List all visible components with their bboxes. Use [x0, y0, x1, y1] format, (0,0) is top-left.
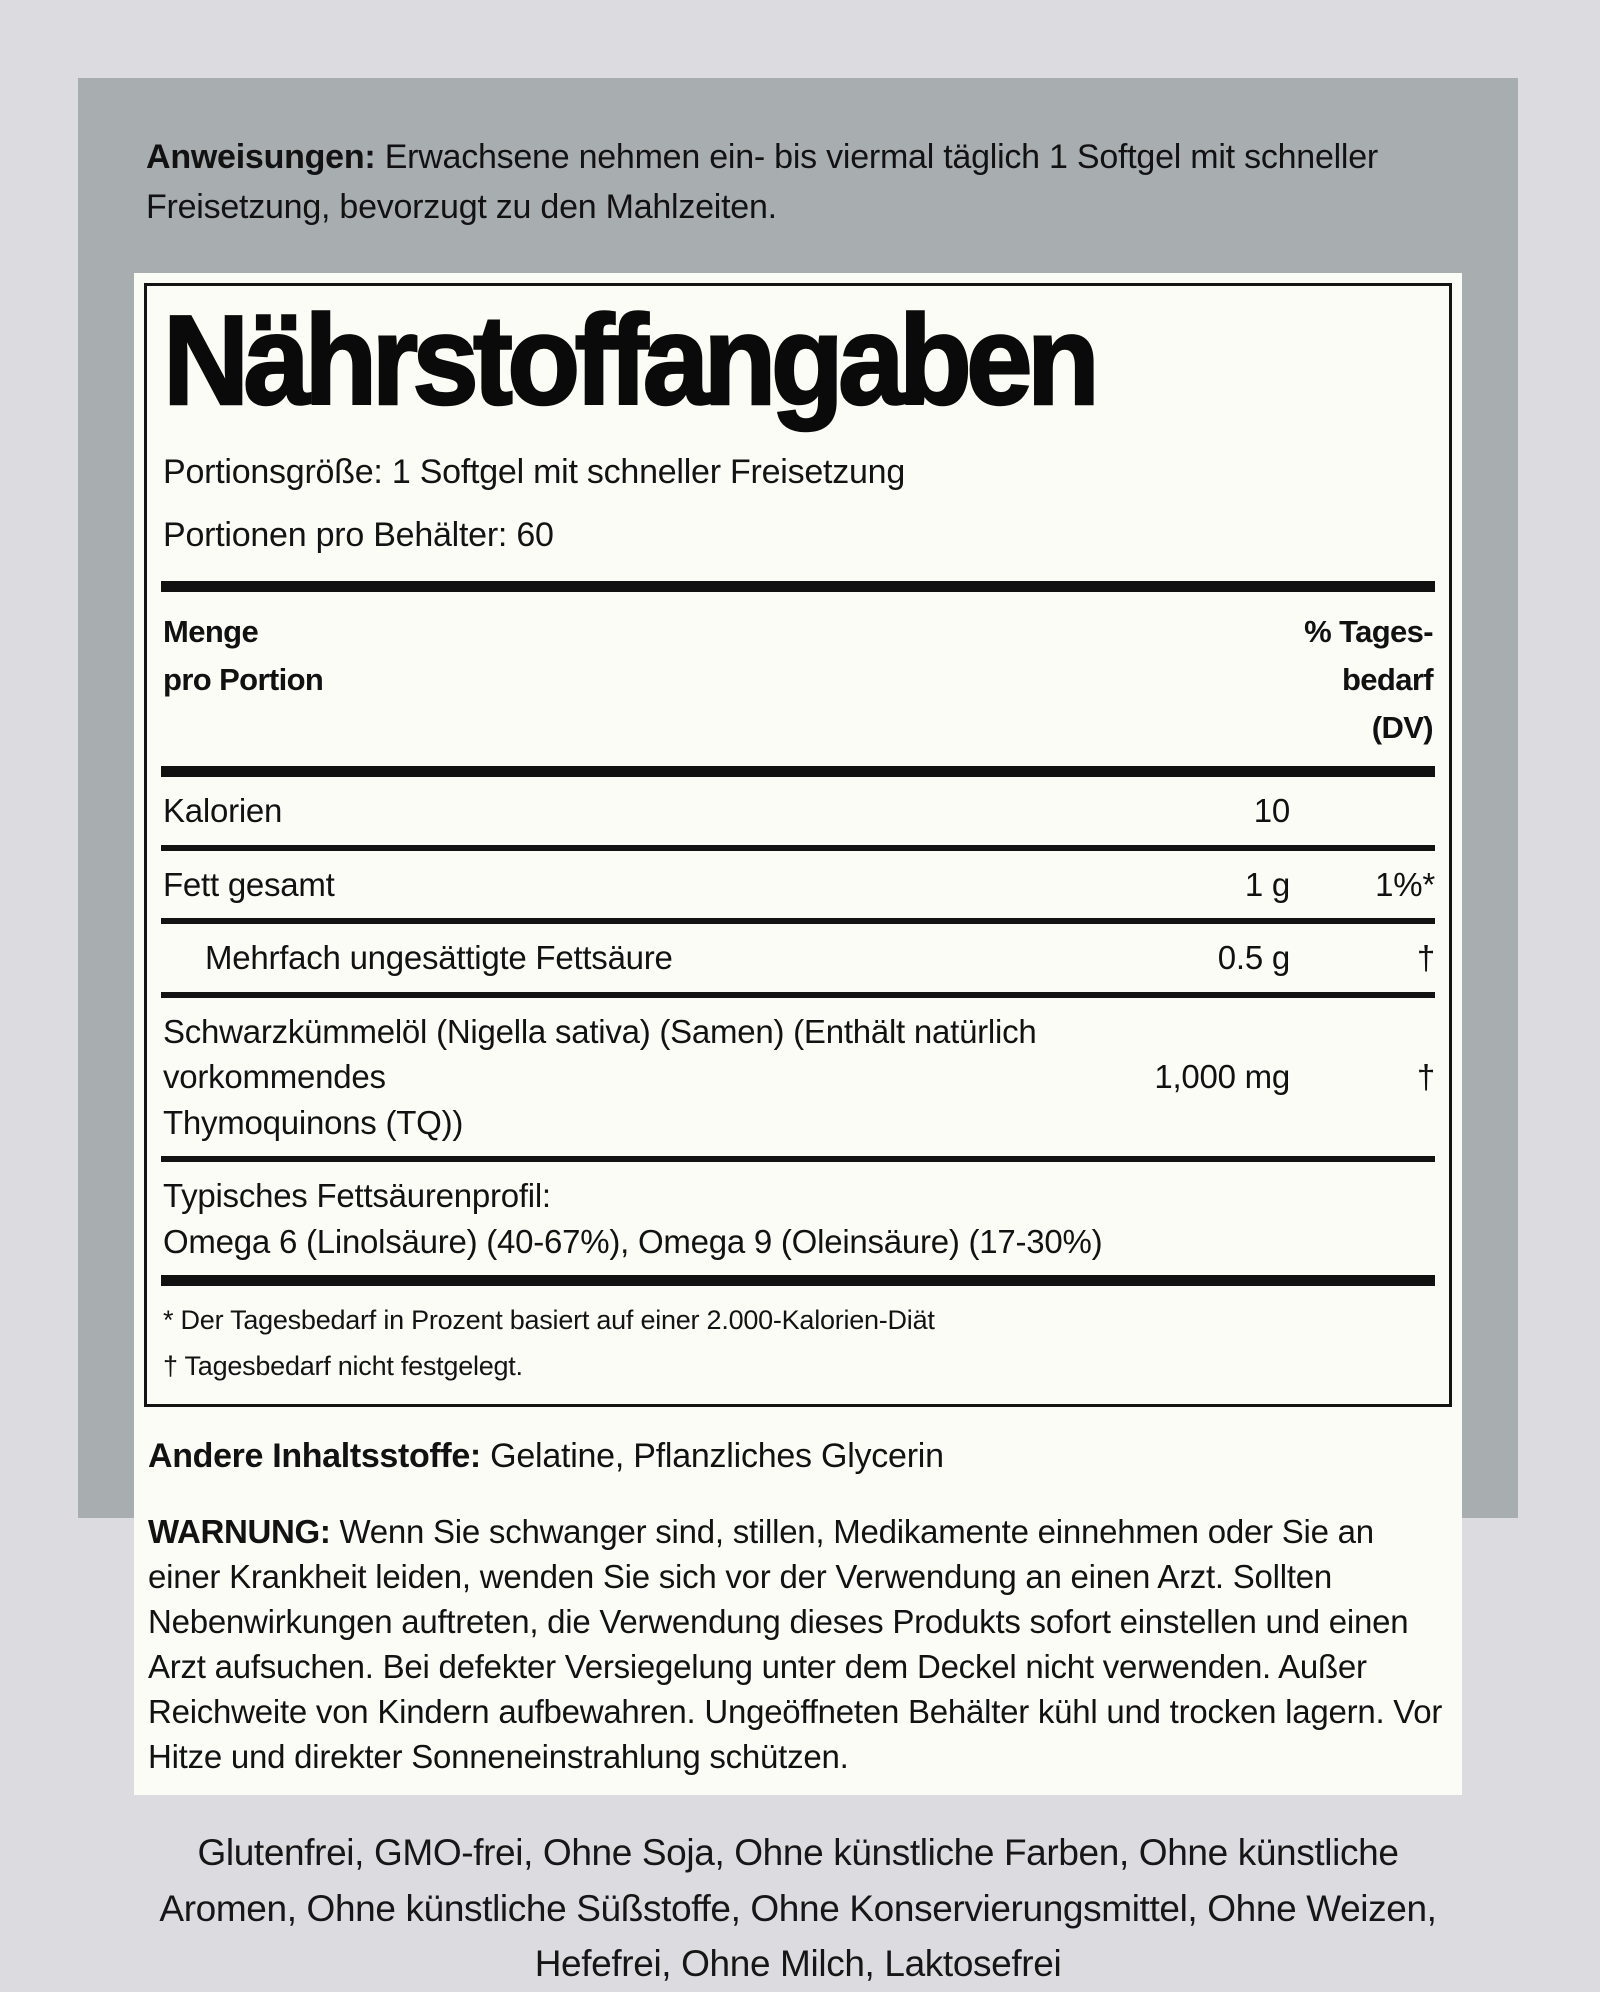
- nutrient-amount: 1 g: [1244, 865, 1290, 903]
- directions-paragraph: [134, 132, 1462, 233]
- nutrient-row: [161, 777, 1435, 845]
- text-line: Menge: [163, 613, 259, 649]
- footnotes: [161, 1286, 1435, 1404]
- text-line: (DV): [1371, 710, 1433, 746]
- footnote-top-bar: [161, 1275, 1435, 1286]
- nutrient-daily-value: †: [1416, 1058, 1435, 1096]
- label-panel: [78, 78, 1518, 1985]
- nutrient-amount: 0.5 g: [1217, 939, 1290, 977]
- label-sheet: [134, 273, 1462, 1796]
- text-line: pro Portion: [163, 662, 324, 698]
- warning-label: WARNUNG:: [148, 1513, 331, 1551]
- nutrient-name: Kalorien: [163, 792, 283, 830]
- table-header: [161, 592, 1435, 766]
- nutrition-facts-title: Nährstoffangaben: [163, 288, 1095, 431]
- servings-per-container-line: Portionen pro Behälter: 60: [163, 515, 554, 554]
- directions-text: Erwachsene nehmen ein- bis viermal täglich 1 Softgel mit schneller Freisetzung, bevorzugt zu den Mahlzeiten.: [146, 138, 1378, 227]
- amount-per-serving-header: [163, 608, 323, 704]
- allergen-free-claims: Glutenfrei, GMO-frei, Ohne Soja, Ohne künstliche Farben, Ohne künstliche Aromen, Ohne künstliche Süßstoffe, Ohne Konservierungsmittel, Ohne Weizen, Hefefrei, Ohne Milch, Laktosefrei: [159, 1832, 1437, 1985]
- other-ingredients-text: Gelatine, Pflanzliches Glycerin: [490, 1437, 944, 1476]
- nutrient-daily-value: 1%*: [1375, 865, 1435, 903]
- nutrient-name: Typisches Fettsäurenprofil: Omega 6 (Linolsäure) (40-67%), Omega 9 (Oleinsäure) (17-30%): [163, 1177, 1103, 1260]
- header-bottom-bar: [161, 766, 1435, 777]
- nutrient-row: [161, 992, 1435, 1157]
- nutrient-daily-value: †: [1416, 939, 1435, 977]
- nutrient-amount: 10: [1253, 792, 1290, 830]
- nutrient-row: [161, 918, 1435, 992]
- other-ingredients-label: Andere Inhaltsstoffe:: [148, 1437, 481, 1476]
- text-line: bedarf: [1341, 662, 1433, 698]
- daily-value-header: [1304, 608, 1433, 752]
- warning-text: Wenn Sie schwanger sind, stillen, Medikamente einnehmen oder Sie an einer Krankheit leiden, wenden Sie sich vor der Verwendung an einen Arzt. Sollten Nebenwirkungen auftreten, die Verwendung dieses Produkts sofort einstellen und einen Arzt aufsuchen. Bei defekter Versiegelung unter dem Deckel nicht verwenden. Außer Reichweite von Kindern aufbewahren. Ungeöffneten Behälter kühl und trocken lagern. Vor Hitze und direkter Sonneneinstrahlung schützen.: [148, 1513, 1443, 1775]
- nutrition-rows: [161, 777, 1435, 1275]
- nutrient-row: [161, 1156, 1435, 1275]
- warning-paragraph: [148, 1510, 1448, 1779]
- nutrient-amount: 1,000 mg: [1154, 1058, 1290, 1096]
- nutrient-row: [161, 845, 1435, 919]
- nutrient-name: Mehrfach ungesättigte Fettsäure: [205, 939, 673, 977]
- text-line: * Der Tagesbedarf in Prozent basiert auf einer 2.000-Kalorien-Diät: [163, 1305, 935, 1336]
- nutrition-facts-box: [144, 283, 1452, 1408]
- directions-label: Anweisungen:: [146, 138, 376, 176]
- text-line: % Tages-: [1304, 613, 1433, 649]
- header-top-bar: [161, 581, 1435, 592]
- nutrient-name: Fett gesamt: [163, 865, 335, 903]
- serving-size-line: Portionsgröße: 1 Softgel mit schneller Freisetzung: [163, 452, 906, 491]
- nutrient-name: Schwarzkümmelöl (Nigella sativa) (Samen) (Enthält natürlich vorkommendes Thymoquinons (TQ)): [163, 1012, 1037, 1141]
- other-ingredients-paragraph: [148, 1437, 1448, 1476]
- text-line: † Tagesbedarf nicht festgelegt.: [163, 1351, 523, 1382]
